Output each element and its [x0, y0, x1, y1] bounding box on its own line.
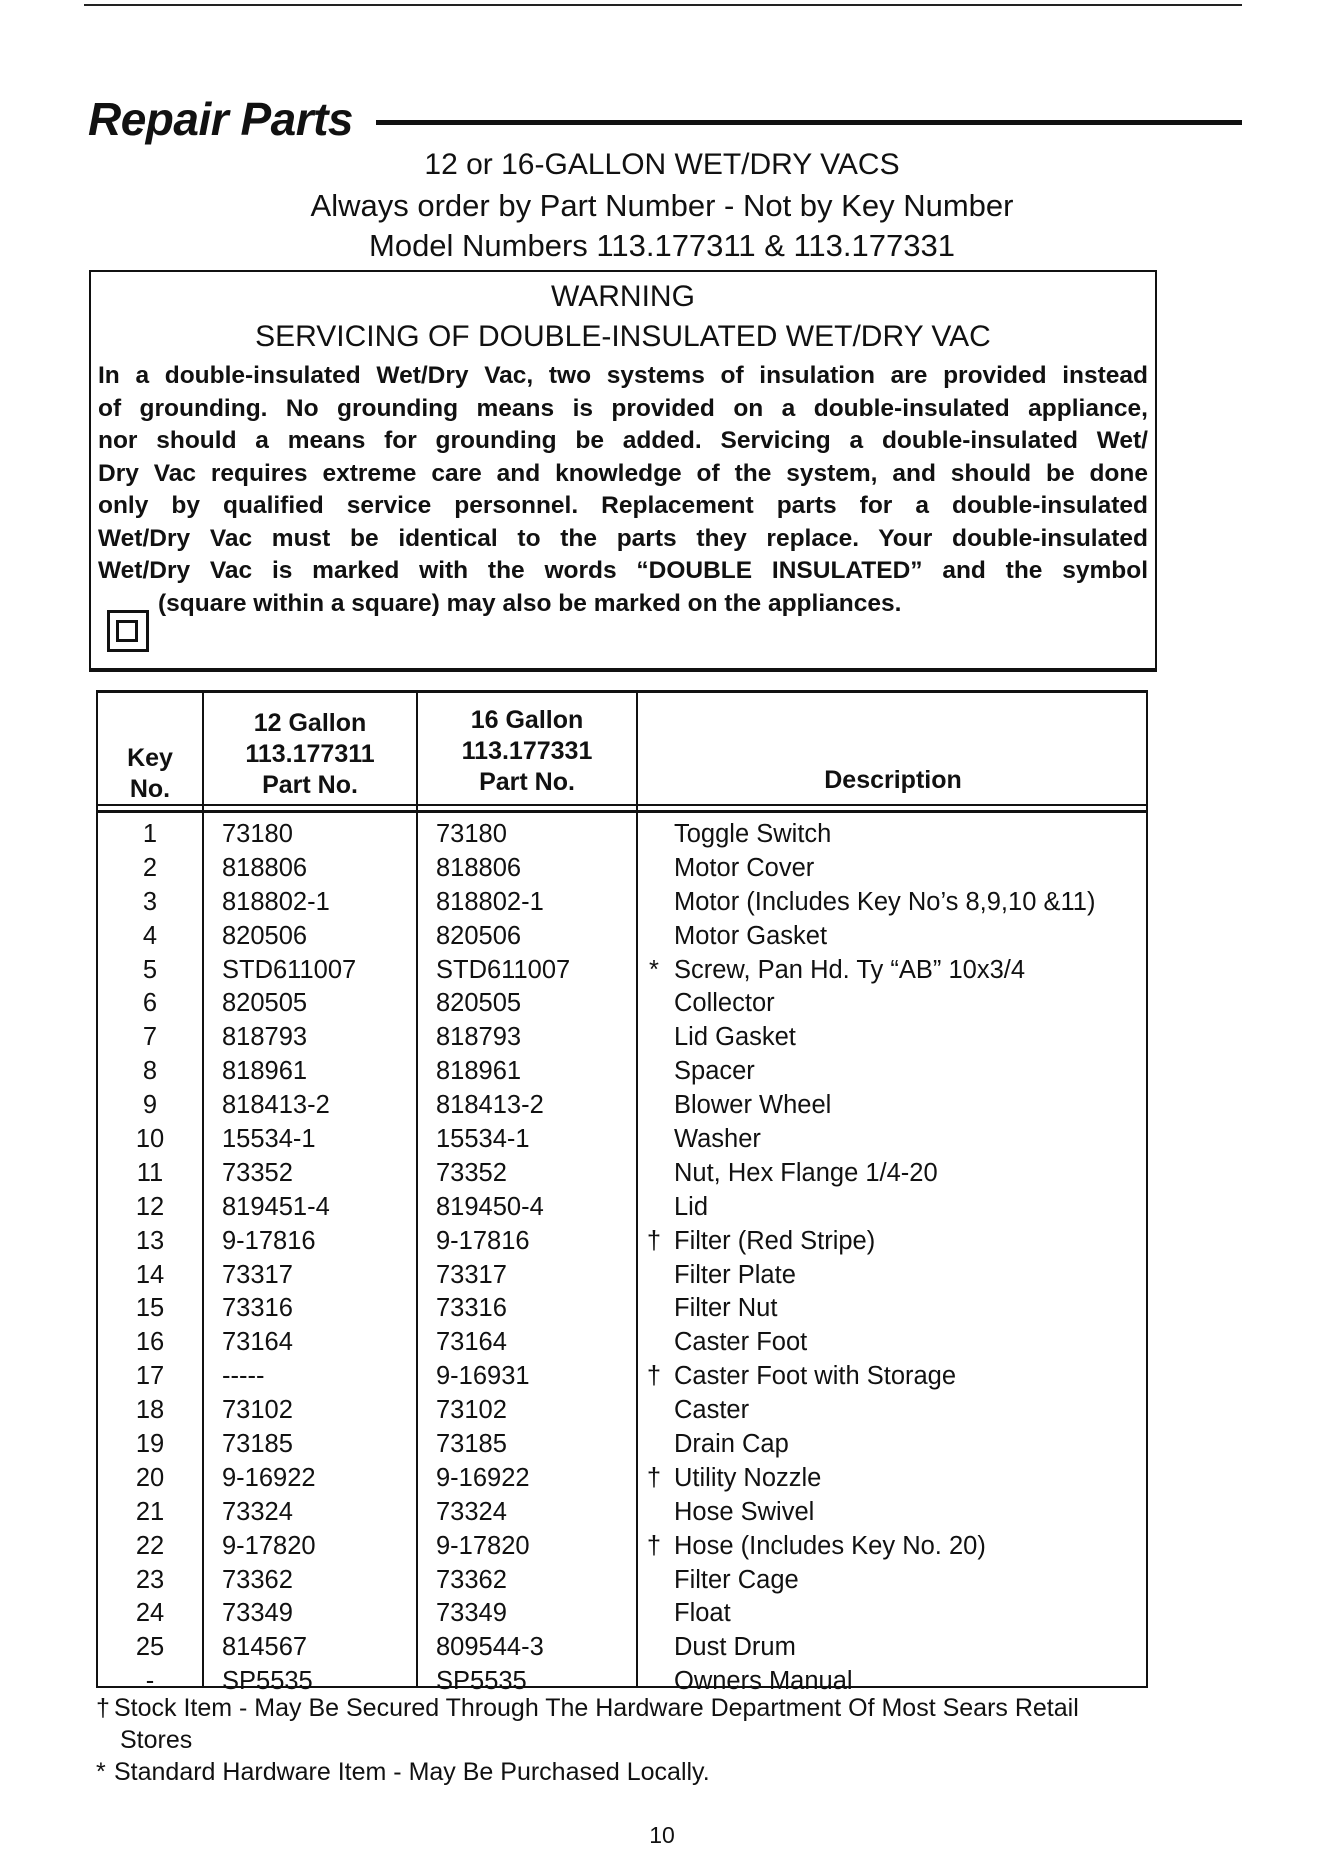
cell-description: Blower Wheel — [674, 1091, 832, 1120]
table-row — [98, 1496, 1146, 1530]
cell-description: Screw, Pan Hd. Ty “AB” 10x3/4 — [674, 955, 1026, 984]
cell-part-16-gallon: STD611007 — [436, 955, 571, 984]
cell-description: Motor Gasket — [674, 921, 828, 950]
cell-part-12-gallon: 73349 — [222, 1599, 293, 1628]
cell-description: Caster Foot with Storage — [674, 1362, 957, 1391]
top-rule — [84, 4, 1242, 6]
cell-part-16-gallon: 73316 — [436, 1294, 507, 1323]
cell-part-16-gallon: 73317 — [436, 1260, 507, 1289]
cell-description: Collector — [674, 989, 775, 1018]
cell-part-12-gallon: 820505 — [222, 989, 308, 1018]
table-row — [98, 818, 1146, 852]
cell-key-no: 13 — [135, 1226, 165, 1255]
footnote-stock-item: † Stock Item - May Be Secured Through The Hardware Department Of Most Sears Retail — [96, 1694, 1079, 1722]
cell-part-12-gallon: 73324 — [222, 1497, 293, 1526]
cell-key-no: 11 — [136, 1158, 164, 1187]
cell-part-16-gallon: 73102 — [436, 1396, 507, 1425]
warning-title: WARNING — [551, 280, 695, 313]
cell-part-16-gallon: 9-16922 — [436, 1463, 530, 1492]
table-body — [98, 818, 1146, 1699]
cell-part-12-gallon: 814567 — [222, 1633, 308, 1662]
cell-part-16-gallon: 819450-4 — [436, 1192, 544, 1221]
cell-note-mark: † — [646, 1531, 662, 1560]
double-insulated-icon — [107, 610, 149, 652]
table-row — [98, 1564, 1146, 1598]
cell-part-16-gallon: 9-17820 — [436, 1531, 530, 1560]
footnotes — [96, 1692, 1166, 1788]
cell-part-16-gallon: 818961 — [436, 1057, 522, 1086]
cell-part-12-gallon: 818793 — [222, 1023, 308, 1052]
page-number: 10 — [649, 1822, 675, 1848]
cell-part-16-gallon: 9-17816 — [436, 1226, 530, 1255]
cell-part-16-gallon: 9-16931 — [436, 1362, 530, 1391]
warning-line: Dry Vac requires extreme care and knowledge of the system, and should be done — [98, 459, 1148, 487]
cell-key-no: 15 — [135, 1294, 165, 1323]
cell-key-no: 10 — [135, 1125, 165, 1154]
cell-note-mark: † — [646, 1463, 662, 1492]
cell-key-no: 16 — [135, 1328, 165, 1357]
cell-part-16-gallon: 73352 — [436, 1158, 507, 1187]
table-row — [98, 987, 1146, 1021]
cell-key-no: 7 — [142, 1023, 158, 1052]
cell-part-12-gallon: 818413-2 — [222, 1091, 330, 1120]
cell-part-12-gallon: 73164 — [222, 1328, 293, 1357]
section-header — [88, 92, 1158, 148]
cell-key-no: 8 — [142, 1057, 158, 1086]
cell-key-no: 22 — [135, 1531, 165, 1560]
cell-part-12-gallon: SP5535 — [222, 1667, 313, 1696]
table-row — [98, 1597, 1146, 1631]
cell-key-no: 20 — [135, 1463, 165, 1492]
footnote-standard-hardware: * Standard Hardware Item - May Be Purchased Locally. — [96, 1758, 710, 1786]
inner-square-icon — [116, 620, 138, 642]
cell-part-16-gallon: 73185 — [436, 1430, 507, 1459]
section-rule — [376, 120, 1242, 125]
cell-description: Toggle Switch — [674, 820, 832, 848]
cell-part-16-gallon: 73164 — [436, 1328, 507, 1357]
asterisk-mark: * — [96, 1758, 106, 1786]
cell-key-no: 24 — [135, 1599, 165, 1628]
cell-part-12-gallon: 73180 — [222, 820, 293, 848]
cell-note-mark: † — [646, 1226, 662, 1255]
table-row — [98, 1631, 1146, 1665]
cell-note-mark: * — [649, 955, 659, 984]
cell-part-12-gallon: 73185 — [222, 1430, 293, 1459]
cell-key-no: 4 — [142, 921, 158, 950]
table-row — [98, 1191, 1146, 1225]
cell-description: Dust Drum — [674, 1633, 796, 1662]
cell-part-12-gallon: 9-17820 — [222, 1531, 316, 1560]
cell-key-no: 23 — [135, 1565, 165, 1594]
cell-description: Drain Cap — [674, 1430, 789, 1459]
cell-part-16-gallon: 818806 — [436, 853, 522, 882]
cell-part-16-gallon: 820505 — [436, 989, 522, 1018]
table-row — [98, 954, 1146, 988]
cell-description: Spacer — [674, 1057, 755, 1086]
cell-description: Lid Gasket — [674, 1023, 796, 1052]
cell-part-12-gallon: 9-16922 — [222, 1463, 316, 1492]
cell-part-16-gallon: 73349 — [436, 1599, 507, 1628]
cell-part-12-gallon: 818802-1 — [222, 887, 330, 916]
cell-part-16-gallon: 818413-2 — [436, 1091, 544, 1120]
table-row — [98, 1394, 1146, 1428]
cell-description: Hose Swivel — [674, 1497, 815, 1526]
footnote-stock-item-cont: Stores — [120, 1726, 193, 1754]
cell-part-12-gallon: 15534-1 — [222, 1125, 316, 1154]
cell-key-no: 21 — [135, 1497, 165, 1526]
table-row — [98, 1326, 1146, 1360]
cell-description: Owners Manual — [674, 1667, 853, 1696]
table-row — [98, 1462, 1146, 1496]
cell-description: Motor (Includes Key No’s 8,9,10 &11) — [674, 887, 1096, 916]
cell-key-no: 6 — [142, 989, 158, 1018]
table-row — [98, 1530, 1146, 1564]
cell-key-no: 1 — [142, 820, 158, 848]
cell-part-12-gallon: STD611007 — [222, 955, 357, 984]
cell-part-16-gallon: 15534-1 — [436, 1125, 530, 1154]
header-key-no: Key No. — [127, 744, 173, 803]
table-row — [98, 1089, 1146, 1123]
header-rule — [98, 810, 1146, 813]
table-row — [98, 886, 1146, 920]
cell-part-16-gallon: 818802-1 — [436, 887, 544, 916]
cell-part-12-gallon: 9-17816 — [222, 1226, 316, 1255]
table-row — [98, 1292, 1146, 1326]
cell-part-16-gallon: 73362 — [436, 1565, 507, 1594]
parts-table — [96, 690, 1148, 1696]
cell-description: Washer — [674, 1125, 761, 1154]
cell-description: Filter Plate — [674, 1260, 796, 1289]
cell-part-12-gallon: 819451-4 — [222, 1192, 330, 1221]
cell-key-no: 19 — [135, 1430, 165, 1459]
warning-box — [89, 270, 1157, 672]
cell-key-no: 3 — [142, 887, 158, 916]
cell-description: Float — [674, 1599, 731, 1628]
cell-description: Filter Cage — [674, 1565, 799, 1594]
cell-description: Motor Cover — [674, 853, 815, 882]
warning-line: Wet/Dry Vac must be identical to the parts they replace. Your double-insulated — [98, 524, 1148, 552]
cell-part-16-gallon: 73180 — [436, 820, 507, 848]
cell-part-16-gallon: 820506 — [436, 921, 522, 950]
cell-part-12-gallon: 73317 — [222, 1260, 293, 1289]
table-row — [98, 1123, 1146, 1157]
cell-key-no: 14 — [135, 1260, 165, 1289]
subtitle-order-note: Always order by Part Number - Not by Key Number — [310, 188, 1014, 223]
cell-description: Lid — [674, 1192, 709, 1221]
table-row — [98, 1225, 1146, 1259]
cell-part-16-gallon: SP5535 — [436, 1667, 527, 1696]
table-row — [98, 852, 1146, 886]
section-title: Repair Parts — [88, 93, 354, 145]
warning-line: Wet/Dry Vac is marked with the words “DOUBLE INSULATED” and the symbol — [98, 557, 1148, 584]
header-12-gallon: 12 Gallon 113.177311 Part No. — [245, 709, 375, 799]
warning-line: nor should a means for grounding be added. Servicing a double-insulated Wet/ — [98, 427, 1148, 454]
cell-part-12-gallon: 73316 — [222, 1294, 293, 1323]
warning-line: (square within a square) may also be marked on the appliances. — [158, 589, 902, 617]
cell-note-mark: † — [646, 1362, 662, 1391]
table-row — [98, 1259, 1146, 1293]
subtitle-model-numbers: Model Numbers 113.177311 & 113.177331 — [369, 228, 955, 263]
cell-part-12-gallon: 820506 — [222, 921, 308, 950]
cell-part-12-gallon: 818961 — [222, 1057, 308, 1086]
cell-part-12-gallon: 73102 — [222, 1396, 293, 1425]
cell-part-16-gallon: 73324 — [436, 1497, 507, 1526]
warning-line: In a double-insulated Wet/Dry Vac, two systems of insulation are provided instead — [98, 362, 1148, 389]
cell-part-12-gallon: ----- — [222, 1362, 265, 1391]
header-16-gallon: 16 Gallon 113.177331 Part No. — [461, 706, 593, 796]
cell-part-12-gallon: 818806 — [222, 853, 308, 882]
cell-key-no: 2 — [142, 853, 158, 882]
header-description: Description — [824, 766, 962, 794]
cell-part-12-gallon: 73352 — [222, 1158, 293, 1187]
cell-description: Hose (Includes Key No. 20) — [674, 1531, 986, 1560]
warning-subtitle: SERVICING OF DOUBLE-INSULATED WET/DRY VAC — [255, 320, 991, 353]
table-row — [98, 1428, 1146, 1462]
cell-key-no: 17 — [135, 1362, 165, 1391]
warning-line: of grounding. No grounding means is provided on a double-insulated appliance, — [98, 394, 1148, 422]
dagger-mark: † — [96, 1694, 110, 1722]
cell-key-no: 12 — [135, 1192, 165, 1221]
table-row — [98, 1360, 1146, 1394]
cell-description: Nut, Hex Flange 1/4-20 — [674, 1158, 938, 1187]
table-row — [98, 1021, 1146, 1055]
cell-key-no: 9 — [142, 1091, 158, 1120]
subtitle-product: 12 or 16-GALLON WET/DRY VACS — [424, 148, 900, 181]
table-row — [98, 920, 1146, 954]
cell-description: Caster Foot — [674, 1328, 808, 1357]
table-row — [98, 1157, 1146, 1191]
cell-key-no: - — [145, 1667, 155, 1696]
cell-description: Filter (Red Stripe) — [674, 1226, 876, 1255]
cell-part-16-gallon: 818793 — [436, 1023, 522, 1052]
cell-part-16-gallon: 809544-3 — [436, 1633, 544, 1662]
table-row — [98, 1055, 1146, 1089]
warning-line: only by qualified service personnel. Replacement parts for a double-insulated — [98, 492, 1148, 519]
cell-key-no: 25 — [135, 1633, 165, 1662]
cell-description: Utility Nozzle — [674, 1463, 822, 1492]
warning-text — [98, 360, 1148, 620]
cell-part-12-gallon: 73362 — [222, 1565, 293, 1594]
header-rule — [98, 804, 1146, 806]
cell-key-no: 18 — [135, 1396, 165, 1425]
cell-description: Filter Nut — [674, 1294, 778, 1323]
cell-description: Caster — [674, 1396, 750, 1425]
cell-key-no: 5 — [142, 955, 158, 984]
